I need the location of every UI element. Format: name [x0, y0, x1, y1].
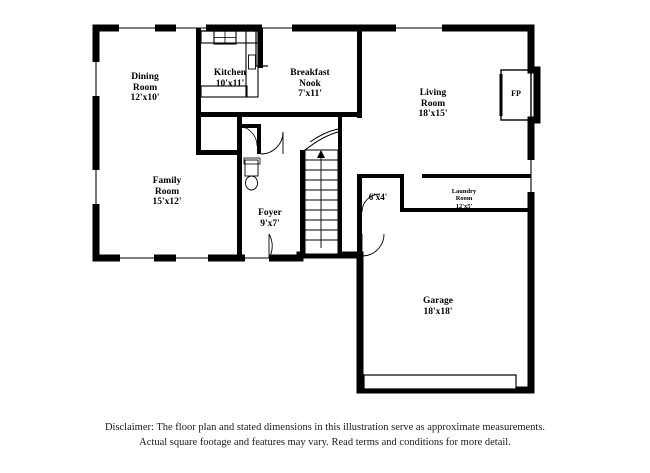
room-name-2: Room [455, 195, 473, 203]
room-name: Kitchen [213, 68, 247, 78]
room-dimensions: 12'x10' [130, 93, 160, 104]
room-name: Garage [422, 296, 454, 306]
disclaimer-line-2: Actual square footage and features may vary. Read terms and conditions for more detail. [139, 437, 511, 449]
room-label-living [398, 88, 468, 120]
bath-fixtures [244, 158, 260, 190]
disclaimer [0, 420, 650, 450]
room-dimensions: 10'x11' [215, 78, 245, 89]
room-dimensions: 18'x15' [418, 109, 448, 120]
room-label-breakfast-nook [272, 68, 348, 100]
room-label-garage [398, 296, 478, 317]
room-name: Laundry [451, 188, 477, 195]
door-front [245, 234, 272, 262]
room-label-half-bath [358, 192, 398, 202]
room-label-dining [110, 72, 180, 104]
room-label-kitchen [198, 68, 262, 89]
room-name: Breakfast [290, 68, 330, 78]
room-dimensions: 12'x5' [455, 202, 473, 210]
fireplace-label [500, 90, 532, 99]
room-name: Dining [131, 72, 159, 82]
door-half-bath [261, 132, 283, 154]
room-name: Family [152, 176, 182, 186]
room-name-2: Room [420, 98, 446, 109]
disclaimer-line-1: Disclaimer: The floor plan and stated dimensions in this illustration serve as approximate measurements. [104, 422, 546, 433]
room-name: Foyer [258, 208, 282, 218]
room-label-family [130, 176, 204, 208]
room-dimensions: 9'x7' [260, 218, 280, 229]
room-dimensions: 15'x12' [152, 197, 182, 208]
staircase [305, 129, 338, 254]
room-name: Living [419, 88, 447, 98]
room-name-2: Room [132, 82, 158, 93]
room-dimensions: 6'x4' [368, 192, 388, 202]
room-label-foyer [240, 208, 300, 229]
room-name-2: Room [154, 186, 180, 197]
fireplace-abbr: FP [511, 89, 521, 98]
room-dimensions: 7'x11' [298, 89, 322, 100]
room-name-2: Nook [299, 78, 321, 89]
room-dimensions: 18'x18' [423, 306, 453, 317]
room-label-laundry [436, 188, 492, 210]
door-garage-entry [362, 234, 384, 256]
